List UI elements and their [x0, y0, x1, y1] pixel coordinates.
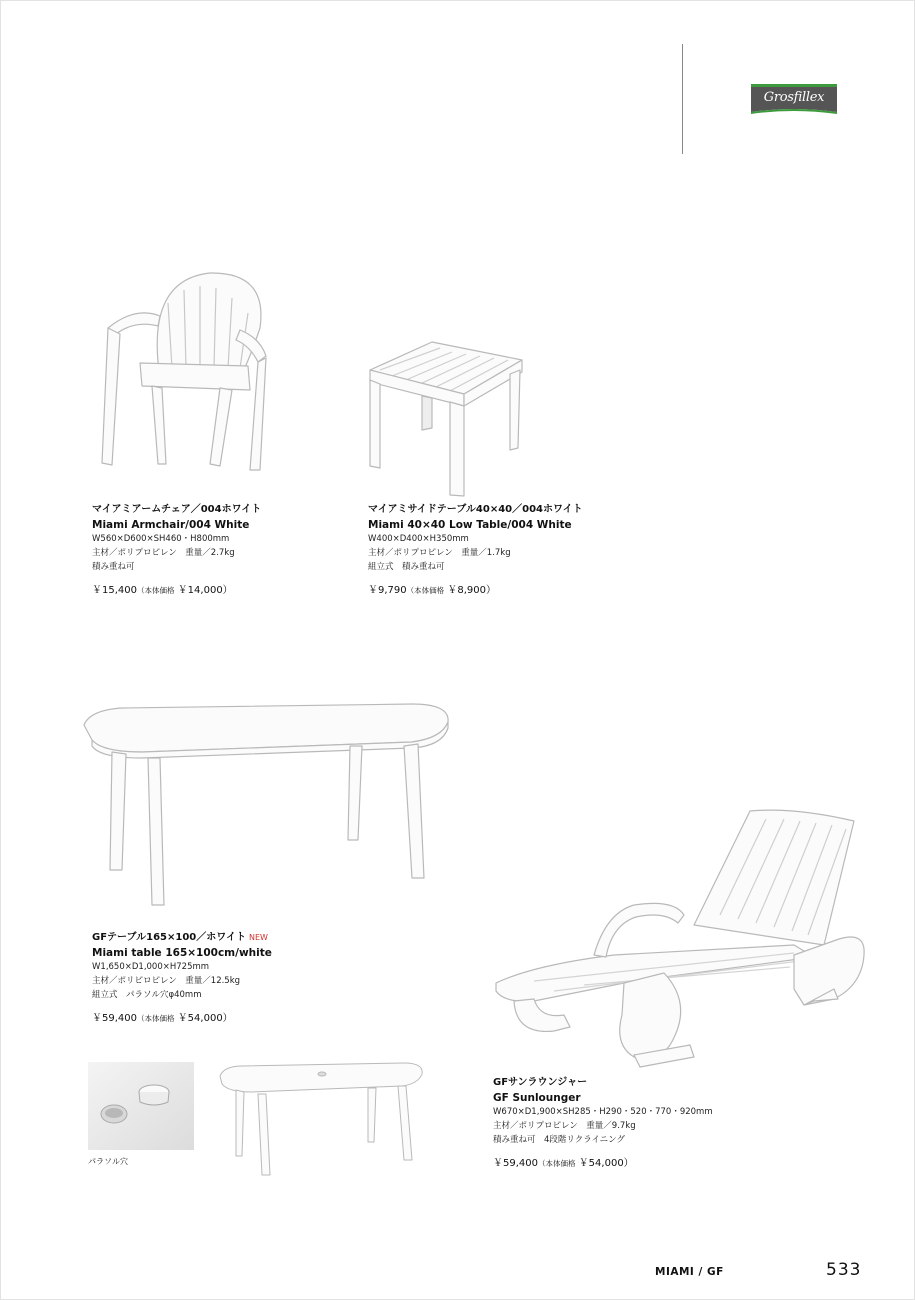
parasol-caption: パラソル穴: [88, 1157, 128, 1166]
price-tax-incl: ￥9,790: [368, 585, 407, 596]
gf-table-image: [82, 700, 452, 910]
price-tax-incl: ￥59,400: [92, 1013, 137, 1024]
product-dimensions: W400×D400×H350mm: [368, 534, 469, 544]
product-price: [92, 1014, 272, 1024]
price-base: ￥8,900）: [447, 585, 496, 596]
product-notes: 組立式 パラソル穴φ40mm: [92, 990, 202, 1000]
product-notes: 積み重ね可: [92, 562, 135, 572]
product-name-jp: GFサンラウンジャー: [493, 1077, 588, 1088]
product-dimensions: W1,650×D1,000×H725mm: [92, 962, 210, 972]
product-miami-armchair: [92, 505, 261, 596]
logo-text: Grosfillex: [763, 90, 825, 105]
product-price: [92, 586, 261, 596]
product-price: [493, 1159, 713, 1169]
product-name-jp: マイアミアームチェア／004ホワイト: [92, 504, 262, 515]
product-material: 主材／ポリプロピレン 重量／1.7kg: [368, 548, 511, 558]
product-dimensions: W560×D600×SH460・H800mm: [92, 534, 230, 544]
product-notes: 積み重ね可 4段階リクライニング: [493, 1135, 625, 1145]
product-name-en: Miami Armchair/004 White: [92, 519, 250, 531]
grosfillex-logo: [751, 82, 837, 114]
page-number: 533: [826, 1260, 862, 1280]
price-note: （本体価格: [406, 586, 445, 595]
price-tax-incl: ￥15,400: [92, 585, 137, 596]
gf-sunlounger-image: [494, 805, 874, 1070]
parasol-hole-photo: [88, 1062, 194, 1150]
product-miami-side-table: [368, 505, 583, 596]
price-base: ￥54,000）: [578, 1158, 634, 1169]
miami-side-table-image: [362, 340, 527, 498]
gf-table-small-image: [218, 1060, 426, 1178]
new-badge: NEW: [248, 933, 268, 942]
product-gf-table: [92, 933, 272, 1024]
price-note: （本体価格: [137, 1014, 175, 1023]
price-note: （本体価格: [538, 1159, 576, 1168]
product-material: 主材／ポリプロピレン 重量／9.7kg: [493, 1121, 636, 1131]
product-notes: 組立式 積み重ね可: [368, 562, 445, 572]
miami-armchair-image: [100, 268, 270, 473]
footer-series: MIAMI / GF: [655, 1266, 724, 1278]
product-material: 主材／ポリピロピレン 重量／12.5kg: [92, 976, 241, 986]
product-gf-sunlounger: [493, 1078, 713, 1169]
price-tax-incl: ￥59,400: [493, 1158, 538, 1169]
product-name-en: GF Sunlounger: [493, 1092, 581, 1104]
product-name-jp: マイアミサイドテーブル40×40／004ホワイト: [368, 504, 583, 515]
product-material: 主材／ポリプロピレン 重量／2.7kg: [92, 548, 235, 558]
product-price: [368, 586, 583, 596]
product-name-jp-text: GFテーブル165×100／ホワイト: [92, 932, 246, 943]
price-base: ￥54,000）: [177, 1013, 233, 1024]
product-dimensions: W670×D1,900×SH285・H290・520・770・920mm: [493, 1107, 713, 1117]
price-note: （本体価格: [137, 586, 175, 595]
product-name-jp: [92, 933, 272, 948]
header-divider: [682, 44, 683, 154]
product-name-en: Miami 40×40 Low Table/004 White: [368, 519, 572, 531]
product-name-en: Miami table 165×100cm/white: [92, 947, 272, 959]
price-base: ￥14,000）: [177, 585, 233, 596]
